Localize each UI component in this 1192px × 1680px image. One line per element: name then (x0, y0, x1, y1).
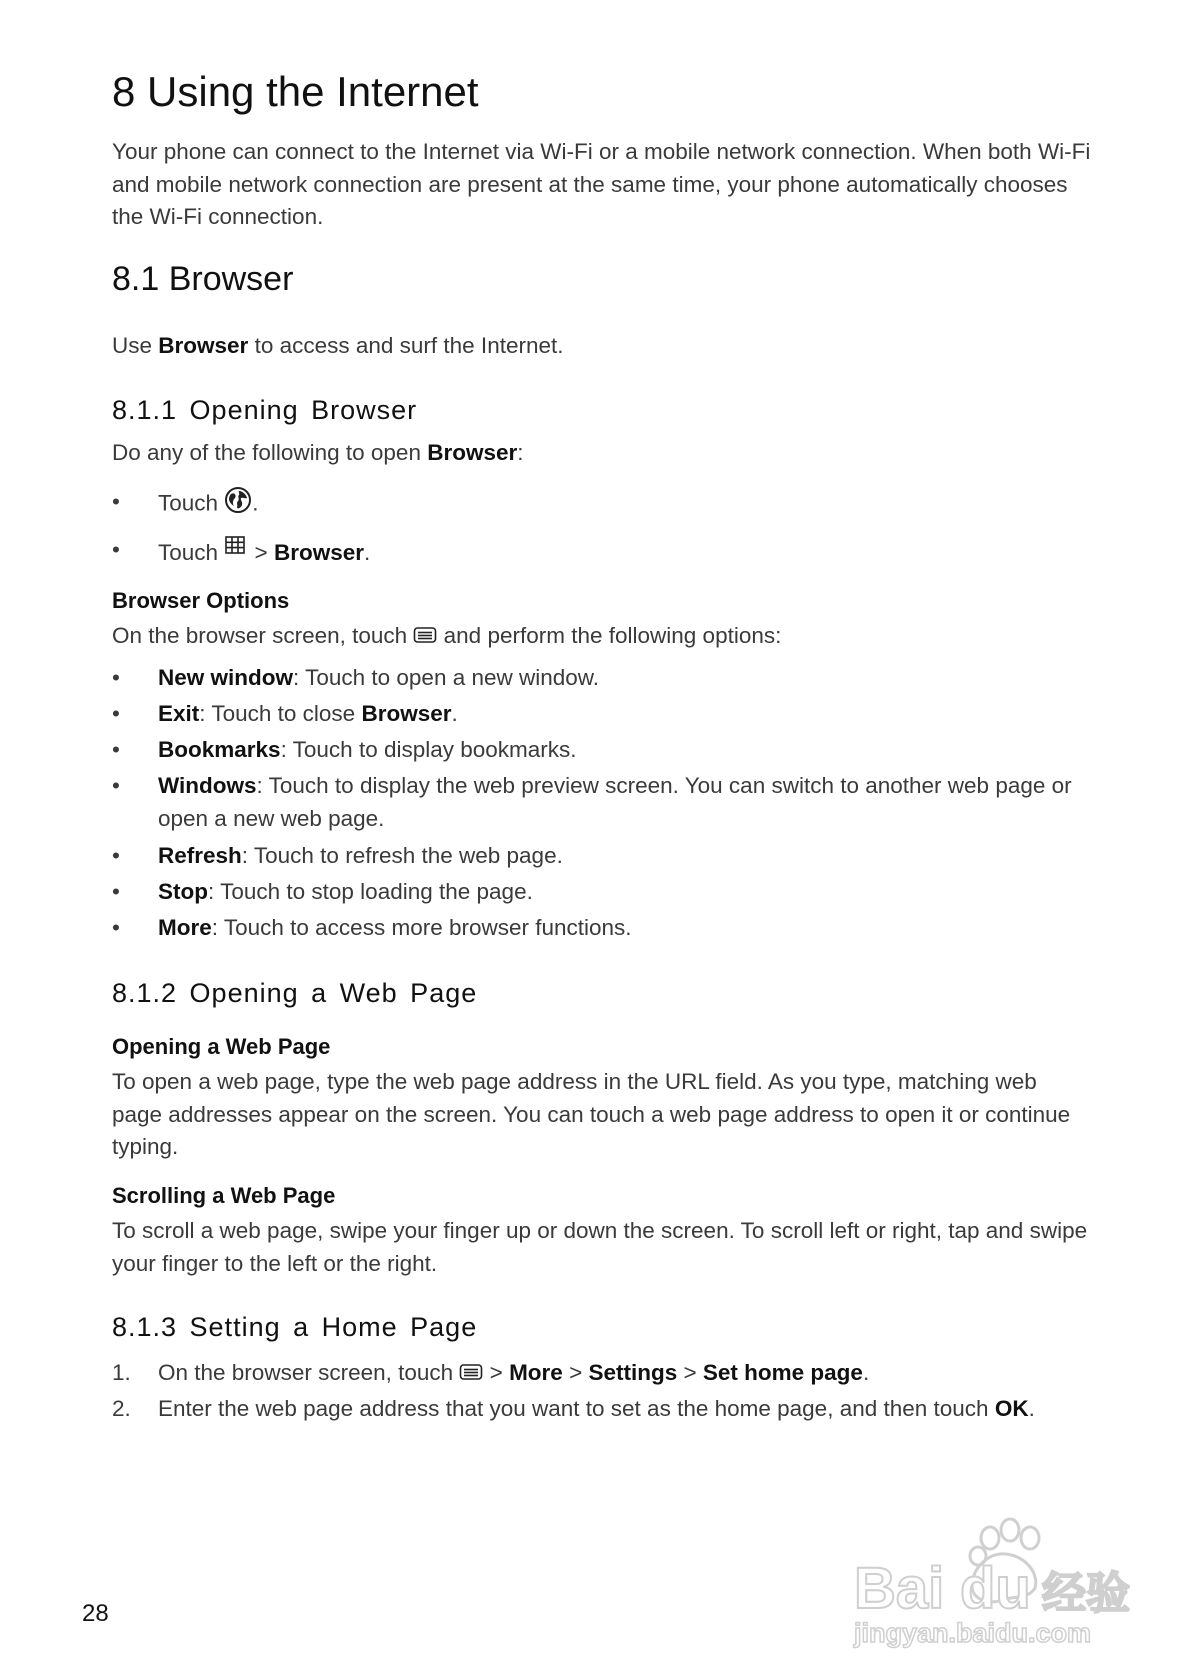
section-browser-intro: Use Browser to access and surf the Internet. (112, 333, 564, 358)
list-item: • Refresh: Touch to refresh the web page. (112, 843, 563, 868)
globe-icon (224, 486, 252, 524)
list-item: • Windows: Touch to display the web preview screen. You can switch to another web page or open a new web page. (112, 773, 1072, 831)
subsection-home-page-title: 8.1.3 Setting a Home Page (112, 1312, 478, 1342)
section-browser-title: 8.1 Browser (112, 260, 294, 298)
list-item: • Bookmarks: Touch to display bookmarks. (112, 737, 577, 762)
menu-icon (459, 1358, 483, 1391)
chapter-intro: Your phone can connect to the Internet via Wi-Fi or a mobile network connection. When both Wi-Fi and mobile network connection are present at the same time, your phone automatically chooses the Wi-Fi connection. (112, 139, 1091, 229)
app-grid-icon (224, 534, 248, 567)
scrolling-web-page-text: To scroll a web page, swipe your finger up or down the screen. To scroll left or right, tap and swipe your finger to the left or the right. (112, 1218, 1088, 1276)
list-item: 1. On the browser screen, touch > More > Settings > Set home page. (112, 1357, 1102, 1389)
opening-web-page-heading: Opening a Web Page (112, 1034, 331, 1059)
subsection-opening-browser-title: 8.1.1 Opening Browser (112, 395, 418, 425)
subsection-opening-web-page-title: 8.1.2 Opening a Web Page (112, 978, 478, 1008)
browser-options-title: Browser Options (112, 588, 290, 613)
svg-text:du: du (960, 1556, 1031, 1621)
list-item: • Touch > Browser. (112, 534, 1102, 568)
chapter-title: 8 Using the Internet (112, 68, 479, 115)
list-item: • More: Touch to access more browser functions. (112, 915, 632, 940)
scrolling-web-page-heading: Scrolling a Web Page (112, 1183, 336, 1208)
list-item: 2. Enter the web page address that you want to set as the home page, and then touch OK. (112, 1396, 1035, 1421)
list-item: • Stop: Touch to stop loading the page. (112, 879, 533, 904)
opening-browser-intro: Do any of the following to open Browser: (112, 440, 524, 465)
svg-text:经验: 经验 (1042, 1568, 1130, 1619)
bullet: • (112, 537, 120, 562)
baidu-watermark (850, 1510, 1150, 1650)
watermark-logo-text: Bai (854, 1556, 945, 1621)
browser-options-intro: On the browser screen, touch and perform the following options: (112, 620, 1092, 653)
page-number: 28 (82, 1600, 109, 1627)
menu-icon (413, 621, 437, 654)
bullet: • (112, 489, 120, 514)
opening-web-page-text: To open a web page, type the web page address in the URL field. As you type, matching web page addresses appear on the screen. You can touch a web page address to open it or continue typing. (112, 1069, 1071, 1159)
list-item: • Exit: Touch to close Browser. (112, 701, 458, 726)
watermark-url: jingyan.baidu.com (854, 1618, 1092, 1648)
list-item: • Touch . (112, 486, 1102, 520)
list-item: • New window: Touch to open a new window. (112, 665, 600, 690)
